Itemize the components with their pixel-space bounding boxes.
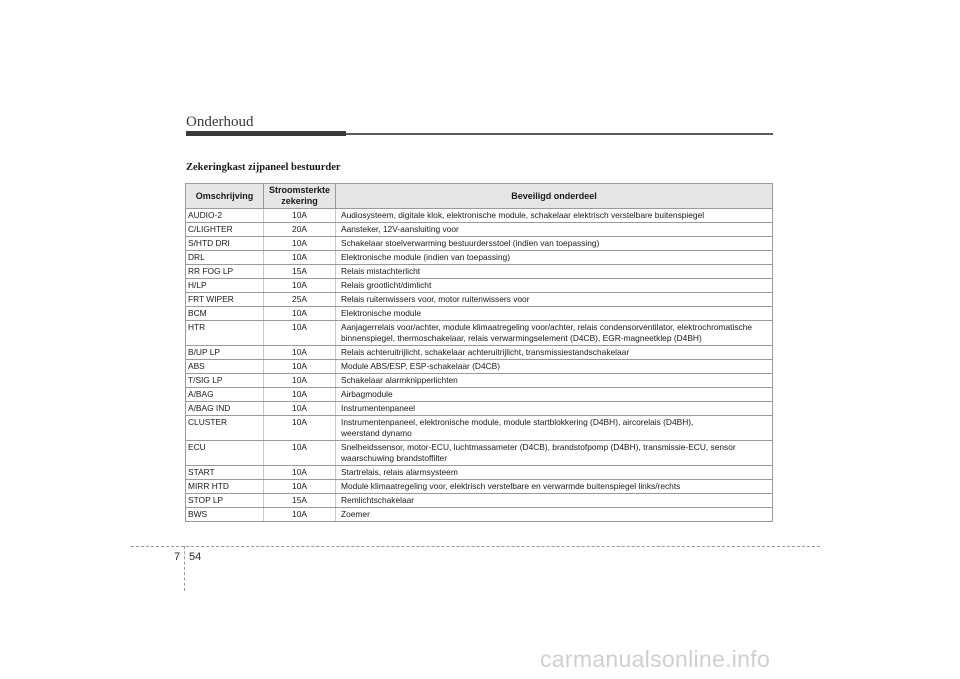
fuse-amperage-cell: 10A [264,480,336,494]
page-number: 54 [189,551,202,563]
table-row [186,466,773,480]
protected-component-text: Zoemer [341,509,370,519]
protected-component-cell [336,466,773,480]
protected-component-text: Module klimaatregeling voor, elektrisch verstelbare en verwarmde buitenspiegel links/rechts [341,481,681,491]
protected-component-text: Snelheidssensor, motor-ECU, luchtmassameter (D4CB), brandstofpomp (D4BH), transmissie-ECU, sensor [341,442,736,452]
fuse-amperage-cell: 20A [264,223,336,237]
table-row [186,508,773,522]
protected-component-cell [336,416,773,441]
column-header-description: Omschrijving [186,184,264,209]
table-row [186,293,773,307]
fuse-amperage-cell: 15A [264,265,336,279]
protected-component-text: Relais ruitenwissers voor, motor ruitenwissers voor [341,294,530,304]
fuse-amperage-cell: 10A [264,402,336,416]
fuse-name-cell: BCM [186,307,264,321]
column-header-amperage-line1: Stroomsterkte [268,185,331,195]
table-row [186,388,773,402]
table-row [186,360,773,374]
table-row [186,251,773,265]
section-title: Zekeringkast zijpaneel bestuurder [186,162,341,173]
protected-component-cell [336,508,773,522]
fuse-amperage-cell: 10A [264,466,336,480]
fuse-amperage-cell: 10A [264,346,336,360]
fuse-name-cell: STOP LP [186,494,264,508]
page-header-title: Onderhoud [186,114,254,130]
fuse-amperage-cell: 10A [264,416,336,441]
fuse-amperage-cell: 10A [264,251,336,265]
fuse-amperage-cell: 10A [264,360,336,374]
protected-component-cell [336,209,773,223]
table-row [186,209,773,223]
protected-component-cell [336,251,773,265]
table-row [186,441,773,466]
fuse-name-cell: HTR [186,321,264,346]
fuse-amperage-cell: 10A [264,307,336,321]
chapter-number: 7 [174,551,181,563]
protected-component-text-continued: weerstand dynamo [341,428,412,438]
column-header-protected: Beveiligd onderdeel [336,184,773,209]
protected-component-text: Relais grootlicht/dimlicht [341,280,432,290]
footer-divider [131,546,820,547]
fuse-name-cell: RR FOG LP [186,265,264,279]
protected-component-text: Airbagmodule [341,389,393,399]
fuse-amperage-cell: 10A [264,388,336,402]
fuse-name-cell: FRT WIPER [186,293,264,307]
protected-component-cell [336,265,773,279]
protected-component-cell [336,360,773,374]
fuse-amperage-cell: 10A [264,209,336,223]
fuse-amperage-cell: 10A [264,321,336,346]
fuse-name-cell: A/BAG [186,388,264,402]
table-row [186,416,773,441]
protected-component-cell [336,374,773,388]
protected-component-text: Module ABS/ESP, ESP-schakelaar (D4CB) [341,361,501,371]
protected-component-text-continued: binnenspiegel, thermoschakelaar, relais verwarmingselement (D4CB), EGR-magneetklep (D4BH) [341,333,702,343]
column-header-amperage [264,184,336,209]
fuse-name-cell: DRL [186,251,264,265]
fuse-name-cell: H/LP [186,279,264,293]
fuse-name-cell: ABS [186,360,264,374]
protected-component-cell [336,441,773,466]
watermark-text: carmanualsonline.info [540,646,771,672]
fuse-amperage-cell: 10A [264,508,336,522]
protected-component-text: Relais achteruitrijlicht, schakelaar achteruitrijlicht, transmissiestandschakelaar [341,347,630,357]
protected-component-text: Aanjagerrelais voor/achter, module klimaatregeling voor/achter, relais condensorventilator, elektrochromatische [341,322,753,332]
fuse-name-cell: AUDIO-2 [186,209,264,223]
fuse-name-cell: B/UP LP [186,346,264,360]
protected-component-cell [336,494,773,508]
fuse-amperage-cell: 10A [264,279,336,293]
protected-component-text: Relais mistachterlicht [341,266,421,276]
protected-component-text: Schakelaar alarmknipperlichten [341,375,458,385]
protected-component-text: Elektronische module (indien van toepassing) [341,252,510,262]
table-row [186,494,773,508]
protected-component-cell [336,307,773,321]
protected-component-cell [336,388,773,402]
protected-component-cell [336,237,773,251]
protected-component-cell [336,223,773,237]
header-divider-line [346,133,773,135]
protected-component-text: Schakelaar stoelverwarming bestuurdersstoel (indien van toepassing) [341,238,600,248]
protected-component-text-continued: waarschuwing brandstoffilter [341,453,447,463]
protected-component-cell [336,321,773,346]
table-header-row [186,184,773,209]
protected-component-cell [336,279,773,293]
table-row [186,265,773,279]
table-row [186,480,773,494]
fuse-name-cell: A/BAG IND [186,402,264,416]
protected-component-text: Instrumentenpaneel, elektronische module, module startblokkering (D4BH), aircorelais (D4BH), [341,417,694,427]
fuse-name-cell: S/HTD DRI [186,237,264,251]
fuse-amperage-cell: 10A [264,374,336,388]
table-row [186,307,773,321]
footer-vertical-divider [184,546,185,591]
fuse-name-cell: ECU [186,441,264,466]
protected-component-text: Elektronische module [341,308,422,318]
protected-component-cell [336,293,773,307]
table-row [186,346,773,360]
table-row [186,402,773,416]
table-row [186,223,773,237]
protected-component-cell [336,346,773,360]
column-header-amperage-line2: zekering [281,196,318,206]
table-row [186,279,773,293]
fuse-name-cell: START [186,466,264,480]
fuse-name-cell: CLUSTER [186,416,264,441]
fuse-amperage-cell: 25A [264,293,336,307]
fuse-amperage-cell: 10A [264,441,336,466]
fuse-name-cell: MIRR HTD [186,480,264,494]
protected-component-cell [336,402,773,416]
fuse-name-cell: C/LIGHTER [186,223,264,237]
fuse-name-cell: T/SIG LP [186,374,264,388]
fuse-table [185,183,773,522]
table-row [186,237,773,251]
protected-component-text: Startrelais, relais alarmsysteem [341,467,458,477]
table-row [186,374,773,388]
fuse-amperage-cell: 10A [264,237,336,251]
table-row [186,321,773,346]
protected-component-text: Audiosysteem, digitale klok, elektronische module, schakelaar elektrisch verstelbare buitenspiegel [341,210,705,220]
protected-component-text: Remlichtschakelaar [341,495,415,505]
fuse-table-body [186,209,773,522]
fuse-name-cell: BWS [186,508,264,522]
protected-component-text: Aansteker, 12V-aansluiting voor [341,224,459,234]
header-accent-bar [186,131,346,136]
protected-component-text: Instrumentenpaneel [341,403,416,413]
fuse-amperage-cell: 15A [264,494,336,508]
protected-component-cell [336,480,773,494]
